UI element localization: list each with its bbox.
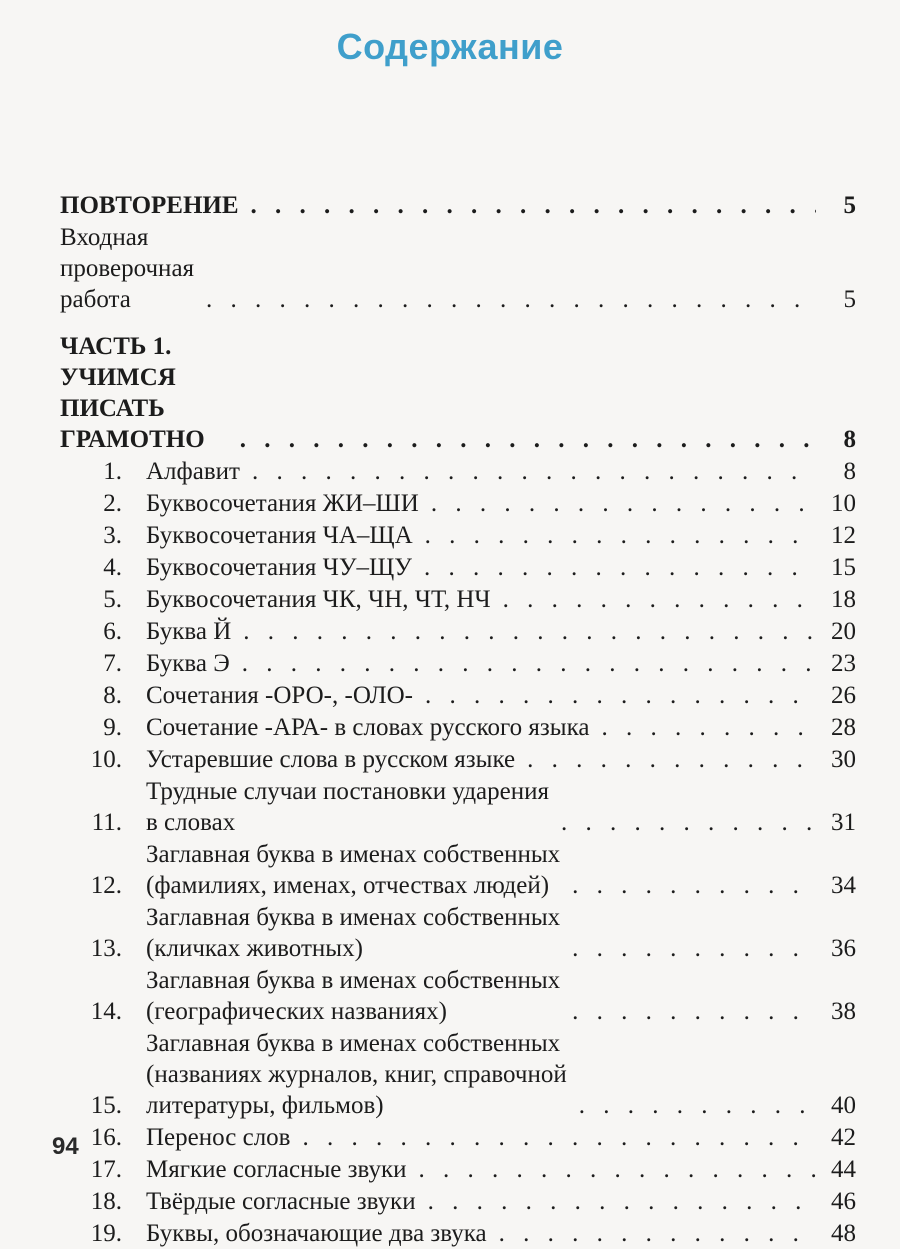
toc-entry-label	[146, 552, 412, 583]
toc-page-number: 28	[831, 714, 856, 741]
toc-entry	[60, 552, 856, 583]
toc-entry	[60, 902, 856, 964]
toc-entry-line: Заглавная буква в именах собственных	[146, 841, 561, 868]
toc-entry-number: 4.	[103, 554, 122, 581]
toc-entry-line: Устаревшие слова в русском языке	[146, 746, 516, 773]
toc-entry-label: Входная проверочная работа	[60, 224, 195, 313]
toc-page-number: 44	[831, 1156, 856, 1183]
toc-section-repetition	[60, 190, 856, 221]
toc-page-number: 10	[831, 490, 856, 517]
toc-entry-label	[146, 1028, 567, 1121]
toc-entry-line: Буквосочетания ЧА–ЩА	[146, 522, 413, 549]
toc-entry	[60, 1028, 856, 1121]
toc-entry-line: Буквосочетания ЧК, ЧН, ЧТ, НЧ	[146, 586, 491, 613]
toc-page-number: 23	[831, 650, 856, 677]
toc-entry-number: 11.	[91, 809, 122, 836]
toc-entry-number: 1.	[103, 458, 122, 485]
toc-page-number: 5	[843, 192, 856, 219]
toc-leader-dots	[243, 616, 816, 647]
toc-page-number: 20	[831, 618, 856, 645]
toc-leader-dots	[601, 712, 816, 743]
toc-page-number: 5	[843, 286, 856, 313]
toc-leader-dots	[242, 648, 816, 679]
toc-entry	[60, 1122, 856, 1153]
toc-page-number: 40	[831, 1092, 856, 1119]
toc-entry	[60, 1154, 856, 1185]
toc-entry-label	[146, 776, 549, 838]
toc-entry-number: 10.	[90, 746, 122, 773]
toc-leader-dots	[206, 284, 816, 315]
toc-entry-line: Заглавная буква в именах собственных	[146, 904, 561, 931]
toc-entry-line: (кличках животных)	[146, 935, 363, 962]
toc-page-number: 15	[831, 554, 856, 581]
toc-leader-dots	[425, 520, 816, 551]
toc-entry	[60, 680, 856, 711]
toc-entry-label	[146, 456, 240, 487]
toc-entry-label	[146, 1218, 487, 1249]
toc-entry-line: Сочетания -ОРО-, -ОЛО-	[146, 682, 413, 709]
toc-leader-dots	[431, 488, 816, 519]
toc-entry-line: Перенос слов	[146, 1124, 291, 1151]
toc-entry	[60, 648, 856, 679]
toc-page-number: 42	[831, 1124, 856, 1151]
toc-entry-label	[146, 584, 491, 615]
toc-page-number: 38	[831, 998, 856, 1025]
toc-leader-dots	[572, 996, 816, 1027]
toc-leader-dots	[572, 933, 816, 964]
toc-entry-line: литературы, фильмов)	[146, 1092, 384, 1119]
toc-entry	[60, 456, 856, 487]
toc-entry-label	[146, 902, 560, 964]
toc-leader-dots	[251, 190, 816, 221]
toc-entry-label	[146, 680, 413, 711]
toc-leader-dots	[302, 1122, 816, 1153]
toc-entry-label	[146, 744, 515, 775]
toc-entry-line: (названиях журналов, книг, справочной	[146, 1061, 567, 1088]
toc-entry-line: Буквосочетания ЧУ–ЩУ	[146, 554, 412, 581]
toc-page-number: 30	[831, 746, 856, 773]
toc-entry-line: Сочетание -АРА- в словах русского языка	[146, 714, 590, 741]
toc-entry-line: в словах	[146, 809, 236, 836]
toc-page-number: 34	[831, 872, 856, 899]
toc-entry-label	[146, 1186, 416, 1217]
toc-entry-label	[146, 712, 589, 743]
toc-entry-label	[146, 488, 419, 519]
toc-leader-dots	[424, 552, 816, 583]
table-of-contents	[60, 190, 856, 1249]
toc-leader-dots	[428, 1186, 816, 1217]
toc-entry-label	[146, 616, 231, 647]
toc-entry-label	[146, 1122, 290, 1153]
toc-entry	[60, 520, 856, 551]
toc-leader-dots	[579, 1090, 816, 1121]
toc-leader-dots	[425, 680, 816, 711]
toc-entry-number: 3.	[103, 522, 122, 549]
toc-page-number: 31	[831, 809, 856, 836]
toc-leader-dots	[418, 1154, 816, 1185]
toc-entry-number: 16.	[90, 1124, 122, 1151]
toc-entry-number: 7.	[103, 650, 122, 677]
toc-entry-number: 6.	[103, 618, 122, 645]
toc-entry-label	[146, 648, 230, 679]
toc-entry	[60, 616, 856, 647]
toc-page-number: 8	[843, 426, 856, 453]
toc-entry-number: 15.	[90, 1092, 122, 1119]
toc-entry-line: Заглавная буква в именах собственных	[146, 1030, 561, 1057]
toc-section-label: ЧАСТЬ 1. УЧИМСЯ ПИСАТЬ ГРАМОТНО	[60, 333, 205, 453]
toc-entry	[60, 965, 856, 1027]
toc-page-number: 8	[843, 458, 856, 485]
toc-entry-number: 2.	[103, 490, 122, 517]
toc-entry-line: (географических названиях)	[146, 998, 447, 1025]
toc-entry-line: Алфавит	[146, 458, 240, 485]
toc-entry-number: 13.	[90, 935, 122, 962]
toc-entry-number: 19.	[90, 1220, 122, 1247]
toc-page-number: 36	[831, 935, 856, 962]
toc-entry-line: Буква Й	[146, 618, 232, 645]
toc-leader-dots	[503, 584, 816, 615]
toc-entry	[60, 776, 856, 838]
toc-entry	[60, 1218, 856, 1249]
toc-entry-label	[146, 520, 413, 551]
toc-leader-dots	[561, 807, 816, 838]
toc-leader-dots	[252, 456, 816, 487]
toc-entry-line: Трудные случаи постановки ударения	[146, 778, 550, 805]
toc-entry-entrance-test	[60, 222, 856, 315]
toc-entry-number: 17.	[90, 1156, 122, 1183]
toc-entry	[60, 712, 856, 743]
toc-entry-line: Заглавная буква в именах собственных	[146, 967, 561, 994]
toc-entry-label	[146, 839, 560, 901]
toc-page-number: 26	[831, 682, 856, 709]
toc-section-label: ПОВТОРЕНИЕ	[60, 192, 239, 219]
toc-entry-number: 14.	[90, 998, 122, 1025]
toc-leader-dots	[527, 744, 816, 775]
toc-leader-dots	[240, 424, 816, 455]
toc-entry	[60, 839, 856, 901]
toc-page-number: 48	[831, 1220, 856, 1247]
toc-leader-dots	[499, 1218, 816, 1249]
page-number: 94	[52, 1133, 79, 1160]
toc-entry-line: Мягкие согласные звуки	[146, 1156, 407, 1183]
toc-entry	[60, 488, 856, 519]
toc-entry-number: 18.	[90, 1188, 122, 1215]
toc-entry-number: 9.	[103, 714, 122, 741]
toc-entry-line: (фамилиях, именах, отчествах людей)	[146, 872, 550, 899]
toc-leader-dots	[572, 870, 816, 901]
toc-entry-line: Твёрдые согласные звуки	[146, 1188, 416, 1215]
toc-entry	[60, 584, 856, 615]
toc-entry	[60, 744, 856, 775]
toc-entry-line: Буква Э	[146, 650, 230, 677]
toc-entry-label	[146, 965, 560, 1027]
toc-entry-line: Буквы, обозначающие два звука	[146, 1220, 487, 1247]
toc-page-number: 46	[831, 1188, 856, 1215]
toc-entry-line: Буквосочетания ЖИ–ШИ	[146, 490, 419, 517]
page-title: Содержание	[336, 26, 564, 67]
toc-entry-number: 8.	[103, 682, 122, 709]
toc-entry-label	[146, 1154, 406, 1185]
toc-entry-number: 5.	[103, 586, 122, 613]
toc-entry	[60, 1186, 856, 1217]
toc-section-part-1	[60, 331, 856, 455]
toc-page-number: 18	[831, 586, 856, 613]
toc-page-number: 12	[831, 522, 856, 549]
toc-entry-number: 12.	[90, 872, 122, 899]
